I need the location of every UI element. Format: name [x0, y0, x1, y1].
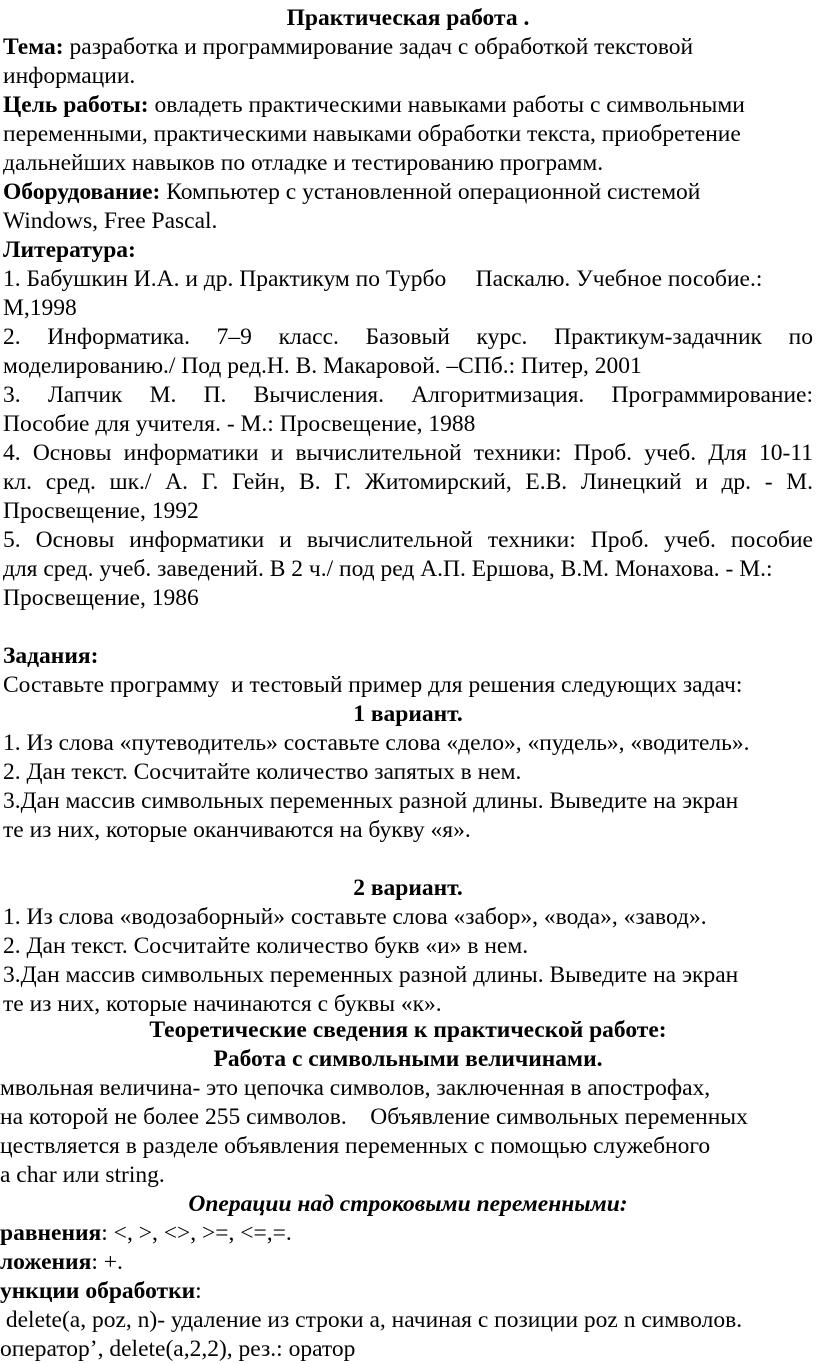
goal-line-3: дальнейших навыков по отладке и тестированию программ.: [3, 150, 604, 176]
page-title: Практическая работа .: [286, 5, 530, 31]
equipment-line-2: Windows, Free Pascal.: [3, 208, 218, 234]
equipment-text: Компьютер с установленной операционной системой: [160, 179, 701, 205]
concat-text: : +.: [91, 1249, 123, 1275]
variant-2-task: те из них, которые начинаются с буквы «к».: [3, 991, 442, 1017]
literature-heading: Литература:: [3, 237, 136, 263]
functions-line: [0, 1277, 816, 1306]
function-line: delete(a, poz, n)- удаление из строки а, начиная с позиции poz n символов.: [0, 1307, 743, 1333]
theory-heading: Теоретические сведения к практической работе:: [149, 1017, 667, 1043]
variant-1-task: 2. Дан текст. Сосчитайте количество запятых в нем.: [3, 759, 522, 785]
theory-line: на которой не более 255 символов. Объявление символьных переменных: [0, 1104, 748, 1130]
topic-label: Тема:: [3, 34, 64, 60]
literature-line: для сред. учеб. заведений. В 2 ч./ под ред А.П. Ершова, В.М. Монахова. - М.:: [3, 556, 773, 582]
function-line: оператор’, delete(a,2,2), рез.: оратор: [0, 1336, 356, 1362]
compare-label: равнения: [0, 1220, 102, 1246]
literature-line: М,1998: [3, 295, 77, 321]
goal-text: овладеть практическими навыками работы с символьными: [148, 92, 745, 118]
theory-line: цествляется в разделе объявления переменных с помощью служебного: [0, 1133, 711, 1159]
goal-line: [3, 91, 816, 120]
variant-2-task: 1. Из слова «водозаборный» составьте слова «забор», «вода», «завод».: [3, 904, 707, 930]
topic-line-2: информации.: [3, 63, 136, 89]
variant-2-task: 2. Дан текст. Сосчитайте количество букв «и» в нем.: [3, 933, 529, 959]
functions-label: ункции обработки: [0, 1278, 196, 1304]
topic-text: разработка и программирование задач с обработкой текстовой: [63, 34, 694, 60]
theory-line: мвольная величина- это цепочка символов, заключенная в апострофах,: [0, 1075, 711, 1101]
equipment-label: Оборудование:: [3, 179, 161, 205]
literature-line: 2. Информатика. 7–9 класс. Базовый курс. Практикум-задачник по: [3, 324, 813, 350]
tasks-heading: Задания:: [3, 643, 99, 669]
tasks-intro: Составьте программу и тестовый пример для решения следующих задач:: [3, 672, 743, 698]
operations-heading: Операции над строковыми переменными:: [188, 1191, 628, 1217]
variant-1-task: 3.Дан массив символьных переменных разной длины. Выведите на экран: [3, 788, 739, 814]
literature-line: кл. сред. шк./ А. Г. Гейн, В. Г. Житомирский, Е.В. Линецкий и др. - М.: [3, 469, 813, 495]
variant-1-task: те из них, которые оканчиваются на букву «я».: [3, 817, 471, 843]
variant-2-task: 3.Дан массив символьных переменных разной длины. Выведите на экран: [3, 962, 739, 988]
literature-line: 3. Лапчик М. П. Вычисления. Алгоритмизация. Программирование:: [3, 382, 813, 408]
concat-label: ложения: [0, 1249, 92, 1275]
functions-text: :: [195, 1278, 202, 1304]
compare-text: : <, >, <>, >=, <=,=.: [101, 1220, 292, 1246]
literature-line: Просвещение, 1992: [3, 498, 199, 524]
variant-1-task: 1. Из слова «путеводитель» составьте слова «дело», «пудель», «водитель».: [3, 730, 750, 756]
literature-line: Просвещение, 1986: [3, 585, 199, 611]
topic-line: [3, 33, 816, 62]
literature-line: 1. Бабушкин И.А. и др. Практикум по Турбо Паскалю. Учебное пособие.:: [3, 266, 763, 292]
variant-2-title: 2 вариант.: [353, 875, 463, 901]
concat-line: [0, 1248, 816, 1277]
variant-1-title: 1 вариант.: [353, 701, 463, 727]
theory-line: а char или string.: [0, 1162, 165, 1188]
equipment-line: [3, 178, 816, 207]
compare-line: [0, 1219, 816, 1248]
literature-line: Пособие для учителя. - М.: Просвещение, 1988: [3, 411, 476, 437]
literature-line: 5. Основы информатики и вычислительной техники: Проб. учеб. пособие: [3, 527, 813, 553]
literature-line: моделированию./ Под ред.Н. В. Макаровой. –СПб.: Питер, 2001: [3, 353, 642, 379]
literature-line: 4. Основы информатики и вычислительной техники: Проб. учеб. Для 10-11: [3, 440, 813, 466]
theory-subheading: Работа с символьными величинами.: [213, 1046, 603, 1072]
goal-line-2: переменными, практическими навыками обработки текста, приобретение: [3, 121, 741, 147]
goal-label: Цель работы:: [3, 92, 149, 118]
